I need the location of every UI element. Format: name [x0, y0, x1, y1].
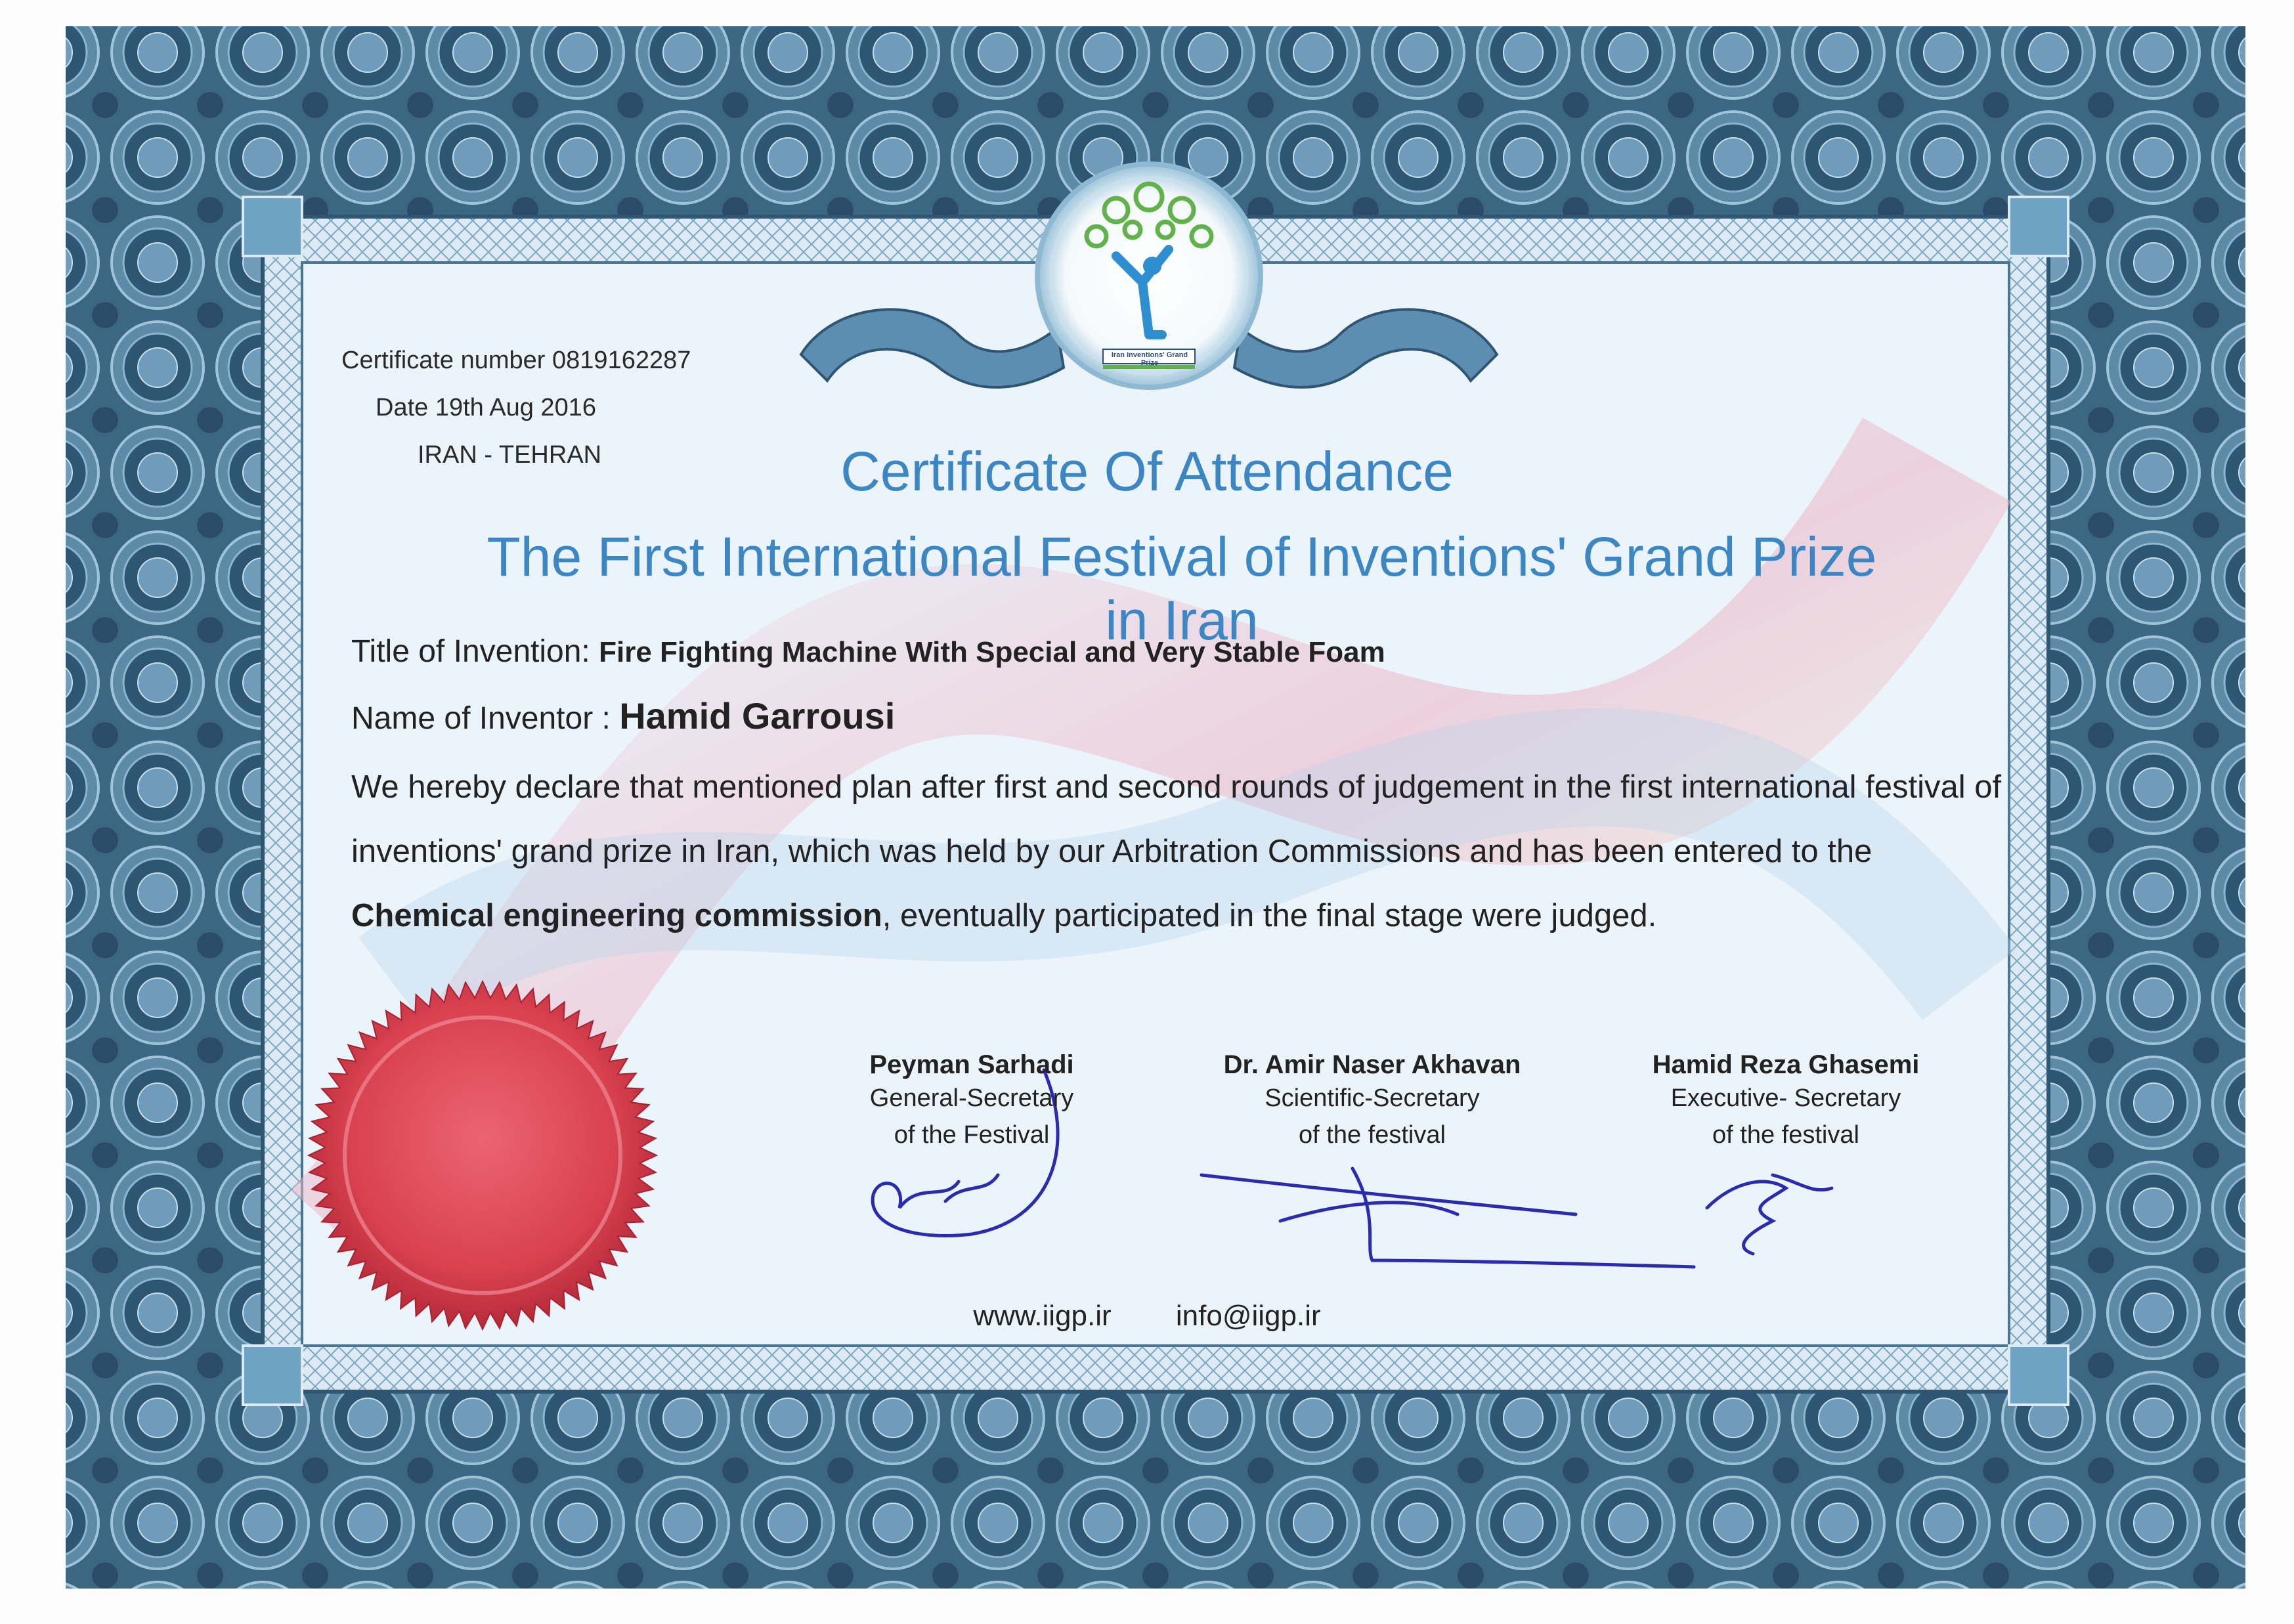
certificate-date	[376, 394, 596, 422]
signatory-1	[768, 1050, 1175, 1153]
signatory-role: of the festival	[1712, 1121, 1859, 1149]
declaration-text	[351, 755, 2006, 948]
signatory-2	[1156, 1050, 1589, 1153]
certificate-title: Certificate Of Attendance	[840, 440, 1454, 502]
inventor-value: Hamid Garrousi	[619, 695, 896, 737]
email-link[interactable]: info@iigp.ir	[1175, 1300, 1321, 1332]
signatory-role: of the festival	[1299, 1121, 1446, 1149]
signatory-name: Dr. Amir Naser Akhavan	[1223, 1050, 1521, 1079]
footer-contacts	[0, 1300, 2294, 1333]
signatory-3	[1589, 1050, 1983, 1153]
certificate-date-value: 19th Aug 2016	[435, 394, 596, 421]
declaration-part1: We hereby declare that mentioned plan after first and second rounds of judgement in the first international festival of inventions' grand prize in Iran, which was held by our Arbitration Commissions and has been entered to the	[351, 769, 2002, 869]
signatory-name: Peyman Sarhadi	[869, 1050, 1074, 1079]
logo-caption: Iran Inventions' Grand Prize	[1111, 351, 1188, 367]
signatory-role: General-Secretary	[869, 1084, 1074, 1112]
certificate-number-label: Certificate number	[341, 347, 546, 374]
invention-label: Title of Invention:	[351, 634, 590, 669]
website-link[interactable]: www.iigp.ir	[973, 1300, 1112, 1332]
certificate-number	[341, 347, 691, 375]
invention-title-row	[351, 633, 1385, 670]
red-seal-icon	[309, 981, 657, 1329]
signatory-role: of the Festival	[894, 1121, 1050, 1149]
signatory-name: Hamid Reza Ghasemi	[1652, 1050, 1920, 1079]
certificate-location: IRAN - TEHRAN	[418, 441, 602, 469]
signatory-role: Executive- Secretary	[1670, 1084, 1901, 1112]
inventor-name-row	[351, 694, 895, 737]
declaration-part2: , eventually participated in the final stage were judged.	[882, 898, 1657, 933]
festival-title: The First International Festival of Inventions' Grand Prize in Iran	[487, 526, 1877, 651]
certificate-number-value: 0819162287	[552, 347, 691, 374]
invention-value: Fire Fighting Machine With Special and Very Stable Foam	[599, 636, 1385, 668]
inventor-label: Name of Inventor :	[351, 701, 611, 736]
signatory-role: Scientific-Secretary	[1265, 1084, 1480, 1112]
certificate-date-label: Date	[376, 394, 429, 421]
declaration-commission: Chemical engineering commission	[351, 898, 882, 933]
